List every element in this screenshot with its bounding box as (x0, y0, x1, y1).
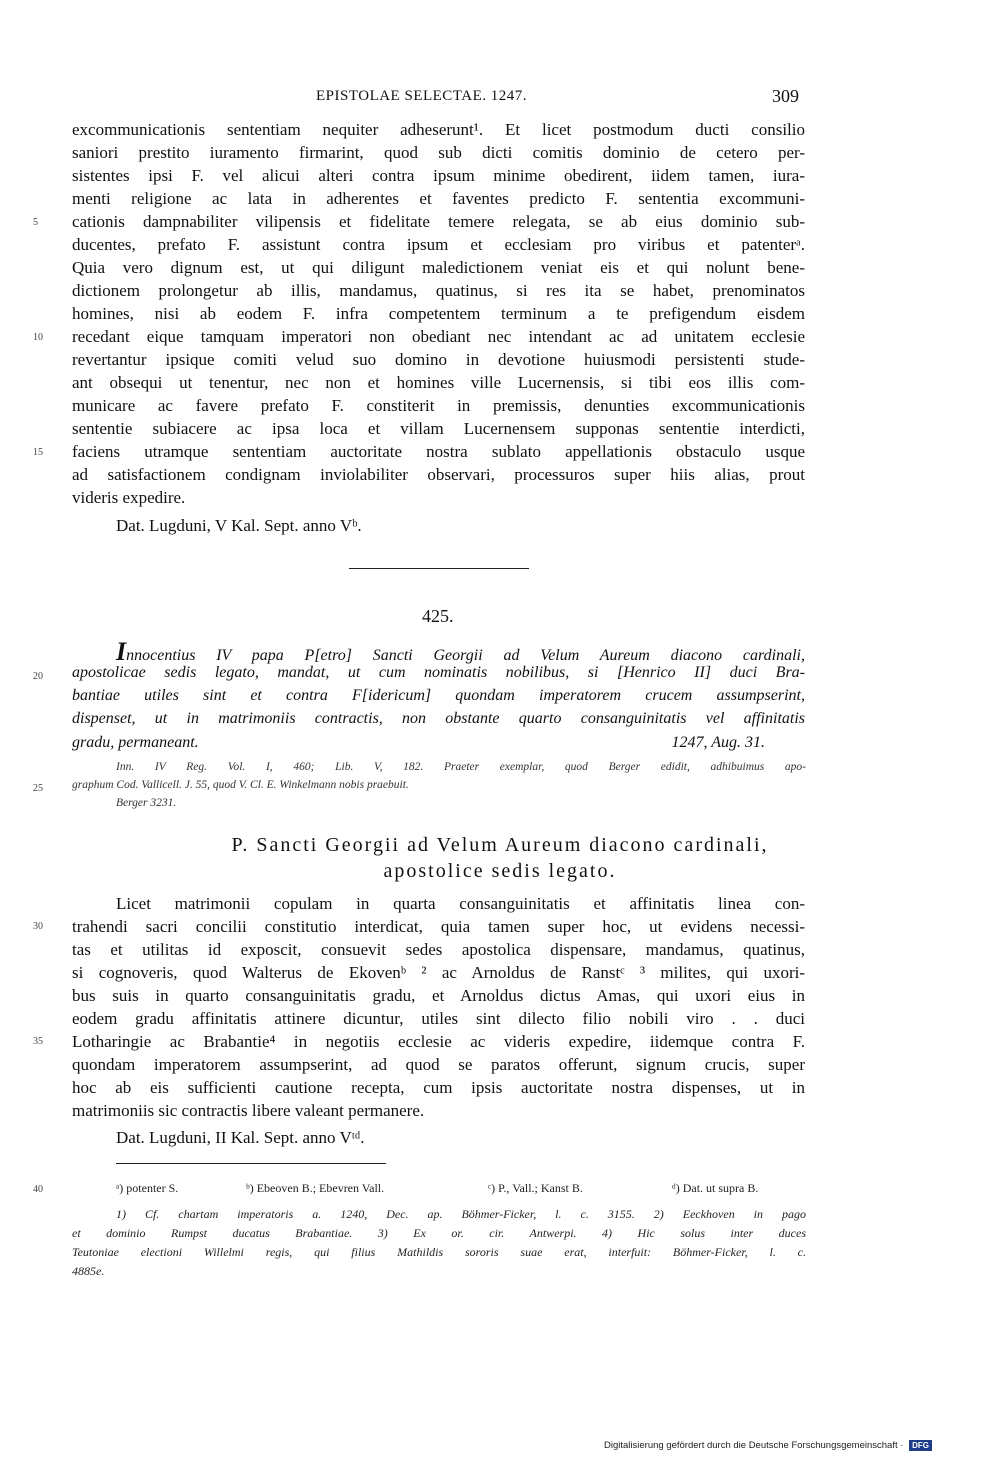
source-line: Inn. IV Reg. Vol. I, 460; Lib. V, 182. Praeter exemplar, quod Berger edidit, adhibuimus apo- (116, 761, 806, 773)
address-line: apostolice sedis legato. (383, 860, 617, 882)
line-number: 25 (33, 783, 43, 794)
text-line: homines, nisi ab eodem F. infra competentem terminum a te prefigendum eisdem (72, 304, 805, 323)
dating-clause: Dat. Lugduni, V Kal. Sept. anno Vᵇ. (116, 516, 362, 535)
line-number: 30 (33, 921, 43, 932)
regest-line: gradu, permaneant. 1247, Aug. 31. (72, 734, 765, 751)
text-line: Lotharingie ac Brabantie⁴ in negotiis ecclesie ac videris expedire, iidemque contra F. (72, 1032, 805, 1051)
footnote-a: ᵃ) potenter S. (116, 1181, 179, 1195)
text-line: hoc ab eis sufficienti cautione recepta, cum ipsis auctoritate nostra dispenses, ut in (72, 1078, 805, 1097)
regest-date: 1247, Aug. 31. (671, 734, 765, 751)
text-line: sistentes ipsi F. vel alicui alteri contra ipsum minime obedirent, iidem tamen, iura- (72, 166, 805, 185)
text-line: revertantur ipsique comiti velud suo domino in devotione huiusmodi persistenti stude- (72, 350, 805, 369)
line-number: 35 (33, 1036, 43, 1047)
line-number: 10 (33, 332, 43, 343)
footnote-b: ᵇ) Ebeoven B.; Ebevren Vall. (246, 1181, 385, 1195)
regest-line: dispenset, ut in matrimoniis contractis, non obstante quarto consanguinitatis vel affinitatis (72, 710, 805, 727)
footnote-line: et dominio Rumpst ducatus Brabantiae. 3) Ex or. cir. Antwerpi. 4) Hic solus inter duces (72, 1226, 806, 1240)
text-line: ad satisfactionem condignam inviolabiliter observari, processuros super hiis alias, prout (72, 465, 805, 484)
text-line: tas et utilitas id exposcit, consuevit sedes apostolica dispensare, mandamus, quatinus, (72, 940, 805, 959)
text-line: ant obsequi ut tenentur, nec non et homines ville Lucernensis, si tibi eos illis com- (72, 373, 805, 392)
text-line: Licet matrimonii copulam in quarta consanguinitatis et affinitatis linea con- (116, 894, 805, 913)
text-line: si cognoveris, quod Walterus de Ekovenᵇ ² ac Arnoldus de Ranstᶜ ³ milites, qui uxori- (72, 963, 805, 982)
footnote-divider (116, 1163, 386, 1164)
source-line: Berger 3231. (116, 797, 177, 809)
dfg-logo: DFG (909, 1440, 932, 1451)
line-number: 20 (33, 671, 43, 682)
regest-line: Innocentius IV papa P[etro] Sancti Georgii ad Velum Aureum diacono cardinali, (116, 637, 805, 666)
text-line: cationis dampnabiliter vilipensis et fidelitate temere relegata, se ab eius dominio sub- (72, 212, 805, 231)
document-number: 425. (422, 606, 454, 626)
running-header: EPISTOLAE SELECTAE. 1247. (316, 88, 528, 104)
text-line: eodem gradu affinitatis attinere dicuntur, utiles sint dilecto filio nobili viro . . duci (72, 1009, 805, 1028)
address-line: P. Sancti Georgii ad Velum Aureum diacono cardinali, (231, 834, 769, 856)
drop-cap: I (116, 637, 127, 666)
regest-line: apostolicae sedis legato, mandat, ut cum nominatis nobilibus, si [Henrico II] duci Bra- (72, 664, 805, 681)
text-line: ducentes, prefato F. assistunt contra ipsum et ecclesiam pro viribus et patenterᵃ. (72, 235, 805, 254)
footnote-line: 1) Cf. chartam imperatoris a. 1240, Dec. ap. Böhmer-Ficker, l. c. 3155. 2) Eeckhoven in pago (116, 1207, 806, 1221)
dating-clause: Dat. Lugduni, II Kal. Sept. anno Vᵗᵈ. (116, 1128, 365, 1147)
text-line: bus suis in quarto consanguinitatis gradu, et Arnoldus dictus Amas, qui uxori eius in (72, 986, 805, 1005)
digitization-credit: Digitalisierung gefördert durch die Deutsche Forschungsgemeinschaft · DFG (604, 1440, 932, 1451)
footnote-line: Teutoniae electioni Willelmi regis, qui filius Mathildis sororis suae erat, interfuit: Böhmer-Ficker, l. c. (72, 1245, 806, 1259)
section-divider (349, 568, 529, 569)
text-line: matrimoniis sic contractis libere valeant permanere. (72, 1101, 425, 1120)
footnote-line: 4885e. (72, 1264, 105, 1278)
text-line: recedant eique tamquam imperatori non obediant nec intendant ac ad unitatem ecclesie (72, 327, 805, 346)
text-line: Quia vero dignum est, ut qui diligunt maledictionem veniat eis et qui nolunt bene- (72, 258, 805, 277)
text-line: menti religione ac lata in adherentes et faventes predicto F. sententia excommuni- (72, 189, 805, 208)
text-line: trahendi sacri concilii constitutio interdicat, quia tamen super hoc, ut evidens necessi- (72, 917, 805, 936)
text-line: sententie subiacere ac ipsa loca et villam Lucernensem supponas sententie interdicti, (72, 419, 805, 438)
text-line: dictionem prolongetur ab illis, mandamus, quatinus, si res ita se habet, prenominatos (72, 281, 805, 300)
footnote-d: ᵈ) Dat. ut supra B. (672, 1181, 759, 1195)
text-line: faciens utramque sententiam auctoritate nostra sublato appellationis obstaculo usque (72, 442, 805, 461)
line-number: 15 (33, 447, 43, 458)
text-line: quondam imperatorem assumpserint, ad quod se paratos offerunt, signum crucis, super (72, 1055, 805, 1074)
line-number: 40 (33, 1184, 43, 1195)
source-line: graphum Cod. Vallicell. J. 55, quod V. Cl. E. Winkelmann nobis praebuit. (72, 779, 409, 791)
text-line: saniori prestito iuramento firmarint, quod sub dicti comitis dominio de cetero per- (72, 143, 805, 162)
footnote-c: ᶜ) P., Vall.; Kanst B. (488, 1181, 583, 1195)
line-number: 5 (33, 217, 38, 228)
text-line: videris expedire. (72, 488, 186, 507)
text-line: municare ac favere prefato F. constiterit in premissis, denunties excommunicationis (72, 396, 805, 415)
page-number: 309 (772, 86, 799, 106)
text-line: excommunicationis sententiam nequiter adheserunt¹. Et licet postmodum ducti consilio (72, 120, 805, 139)
regest-line: bantiae utiles sint et contra F[idericum] quondam imperatorem crucem assumpserint, (72, 687, 805, 704)
